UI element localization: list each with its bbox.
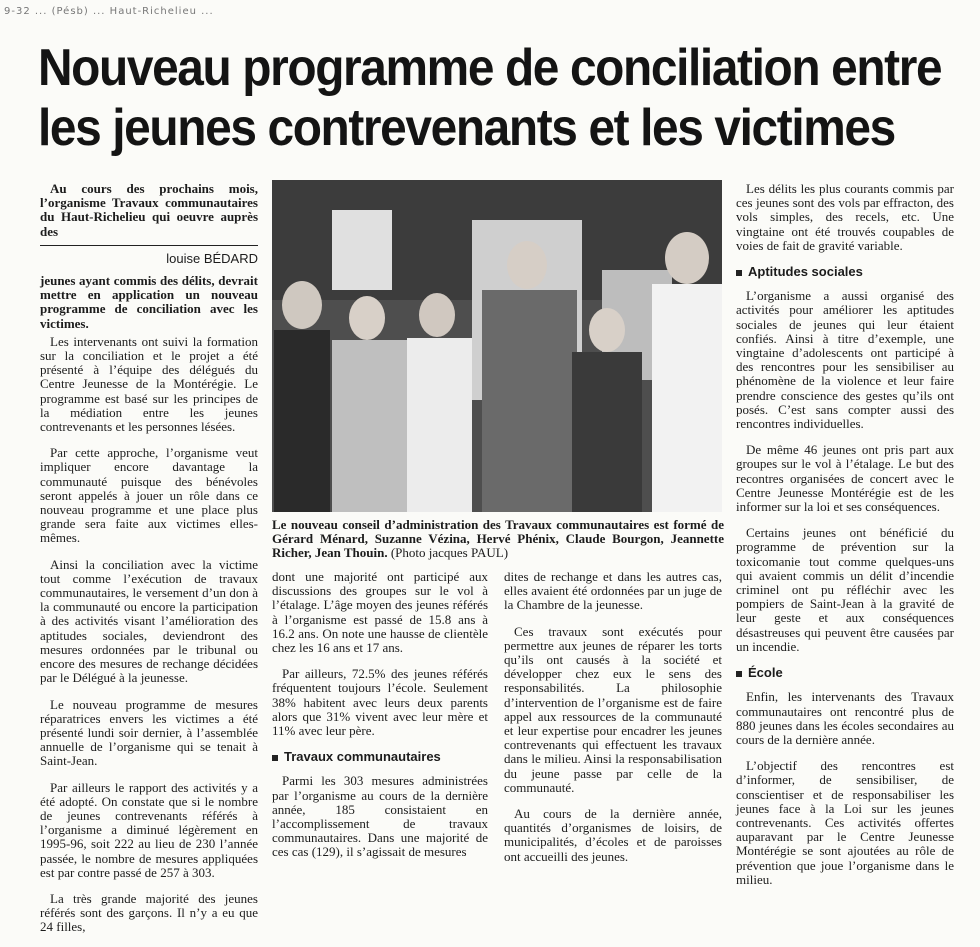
- paragraph: Par cette approche, l’organisme veut impliquer encore davantage la communauté puisque des bénévoles seront appelés à jouer un rôle dans ce nouveau programme et une place plus grande sera faite aux victimes elles-mêmes.: [40, 445, 258, 546]
- paragraph: Enfin, les intervenants des Travaux communautaires ont rencontré plus de 880 jeunes dans les écoles secondaires au cours de la dernière année.: [736, 689, 954, 747]
- paragraph: Au cours de la dernière année, quantités d’organismes de loisirs, de municipalités, d’écoles et de paroisses ont accueilli des jeunes.: [504, 806, 722, 864]
- paragraph: De même 46 jeunes ont pris part aux groupes sur le vol à l’étalage. Le but des recontres organisées de concert avec le Centre Jeunesse Montérégie est de les informer sur la loi et ses conséquences.: [736, 442, 954, 515]
- handwritten-note: 9-32 ... (Pésb) ... Haut-Richelieu ...: [4, 6, 214, 17]
- column-2: [272, 570, 488, 872]
- column-4: [736, 182, 954, 899]
- square-bullet-icon: [736, 671, 742, 677]
- paragraph: Par ailleurs le rapport des activités y a été adopté. On constate que si le nombre de jeunes contrevenants référés à l’organisme a diminué légèrement en 1995-96, soit 222 au lieu de 230 l’année passée, le nombre de mesures appliquées est par contre passé de 257 à 303.: [40, 779, 258, 880]
- column-1: [40, 182, 258, 947]
- subheading: [736, 265, 954, 279]
- paragraph: Ainsi la conciliation avec la victime tout comme l’exécution de travaux communautaires, le versement d’un don à la communauté ou encore la participation à des activités visant l’amélioration des aptitudes sociales, deviendront des mesures ordonnées par le tribunal ou encore des mesures de rechange décidées par le Délégué à la jeunesse.: [40, 556, 258, 686]
- paragraph: Les intervenants ont suivi la formation sur la conciliation et le projet a été présenté à l’équipe des délégués du Centre Jeunesse de la Montérégie. Le programme est basé sur les principes de la médiation entre les jeunes contrevenants et les personnes lésées.: [40, 333, 258, 435]
- headline-line-1: Nouveau programme de conciliation entre: [38, 39, 942, 97]
- subheading: [736, 666, 954, 680]
- paragraph: Ces travaux sont exécutés pour permettre aux jeunes de réparer les torts qu’ils ont causés à la société et développer chez eux le sens des responsabilités. La philosophie d’intervention de l’organisme est de faire appel aux ressources de la communauté et leur expertise pour encadrer les jeunes contrevenants qui effectuent les travaux dans le milieu. Ainsi la responsabilisation du jeune passe par celle de la communauté.: [504, 623, 722, 795]
- photo-caption: [272, 518, 724, 560]
- column-3: [504, 570, 722, 876]
- paragraph: L’objectif des rencontres est d’informer, de sensibiliser, de conscientiser et de responsabiliser les jeunes face à la Loi sur les jeunes contrevenants. Ces activités offertes auparavant par le Centre Jeunesse Montérégie se sont ajoutées au rôle de prévention que joue l’organisme dans le milieu.: [736, 758, 954, 887]
- subheading-text: École: [748, 665, 783, 681]
- paragraph: Certains jeunes ont bénéficié du programme de prévention sur la toxicomanie tout comme quelques-uns qui avaient commis un délit d’incendie criminel ont pu réfléchir avec les pompiers de Saint-Jean à la gravité de leur geste et aux conséquences désastreuses qui peuvent être causées par un incendie.: [736, 525, 954, 654]
- byline: louise BÉDARD: [40, 245, 258, 266]
- subheading-text: Aptitudes sociales: [748, 264, 863, 280]
- subheading: [272, 750, 488, 764]
- paragraph: dites de rechange et dans les autres cas, elles avaient été ordonnées par un juge de la Chambre de la jeunesse.: [504, 569, 722, 613]
- paragraph: L’organisme a aussi organisé des activités pour améliorer les aptitudes sociales de jeunes qui leur étaient confiés. Ainsi à titre d’exemple, une vingtaine d’adolescents ont participé à des rencontres pour les sensibiliser au phénomène de la violence et leur faire prendre conscience des gestes qu’ils ont posés. C’est sans compter aussi des rencontres individuelles.: [736, 288, 954, 432]
- paragraph: Parmi les 303 mesures administrées par l’organisme au cours de la dernière année, 185 consistaient en l’accomplissement de travaux communautaires. Dans une majorité de ces cas (129), il s’agissait de mesures: [272, 773, 488, 860]
- paragraph: Les délits les plus courants commis par ces jeunes sont des vols par effracton, des vols simples, des recels, etc. Une vingtaine ont été trouvés coupables de voies de fait de gravité variable.: [736, 181, 954, 253]
- paragraph: La très grande majorité des jeunes référés sont des garçons. Il n’y a eu que 24 filles,: [40, 890, 258, 935]
- square-bullet-icon: [736, 270, 742, 276]
- square-bullet-icon: [272, 755, 278, 761]
- paragraph: dont une majorité ont participé aux discussions des groupes sur le vol à l’étalage. L’âge moyen des jeunes référés à l’organisme est passé de 15.8 ans à 16.2 ans. On note une hausse de clientèle chez les 16 ans et 17 ans.: [272, 569, 488, 656]
- headline-line-2: les jeunes contrevenants et les victimes: [38, 99, 895, 157]
- group-photo: [272, 180, 722, 512]
- photo-credit: (Photo jacques PAUL): [390, 545, 509, 560]
- lede-part-2: jeunes ayant commis des délits, devrait mettre en application un nouveau programme de conciliation avec les victimes.: [40, 273, 258, 331]
- subheading-text: Travaux communautaires: [284, 749, 441, 765]
- lede-part-1: Au cours des prochains mois, l’organisme Travaux communautaires du Haut-Richelieu qui oeuvre auprès des: [40, 181, 258, 239]
- caption-text: Le nouveau conseil d’administration des Travaux communautaires est formé de Gérard Ménard, Suzanne Vézina, Hervé Phénix, Claude Bourgon, Jeannette Richer, Jean Thouin.: [272, 517, 724, 560]
- paragraph: Le nouveau programme de mesures réparatrices envers les victimes a été présenté lundi soir dernier, à l’assemblée annuelle de l’organisme qui se tenait à Saint-Jean.: [40, 696, 258, 769]
- paragraph: Par ailleurs, 72.5% des jeunes référés fréquentent toujours l’école. Seulement 38% habitent avec leurs deux parents alors que 31% vivent avec leur mère et 11% avec leur père.: [272, 666, 488, 739]
- headline: [38, 38, 942, 158]
